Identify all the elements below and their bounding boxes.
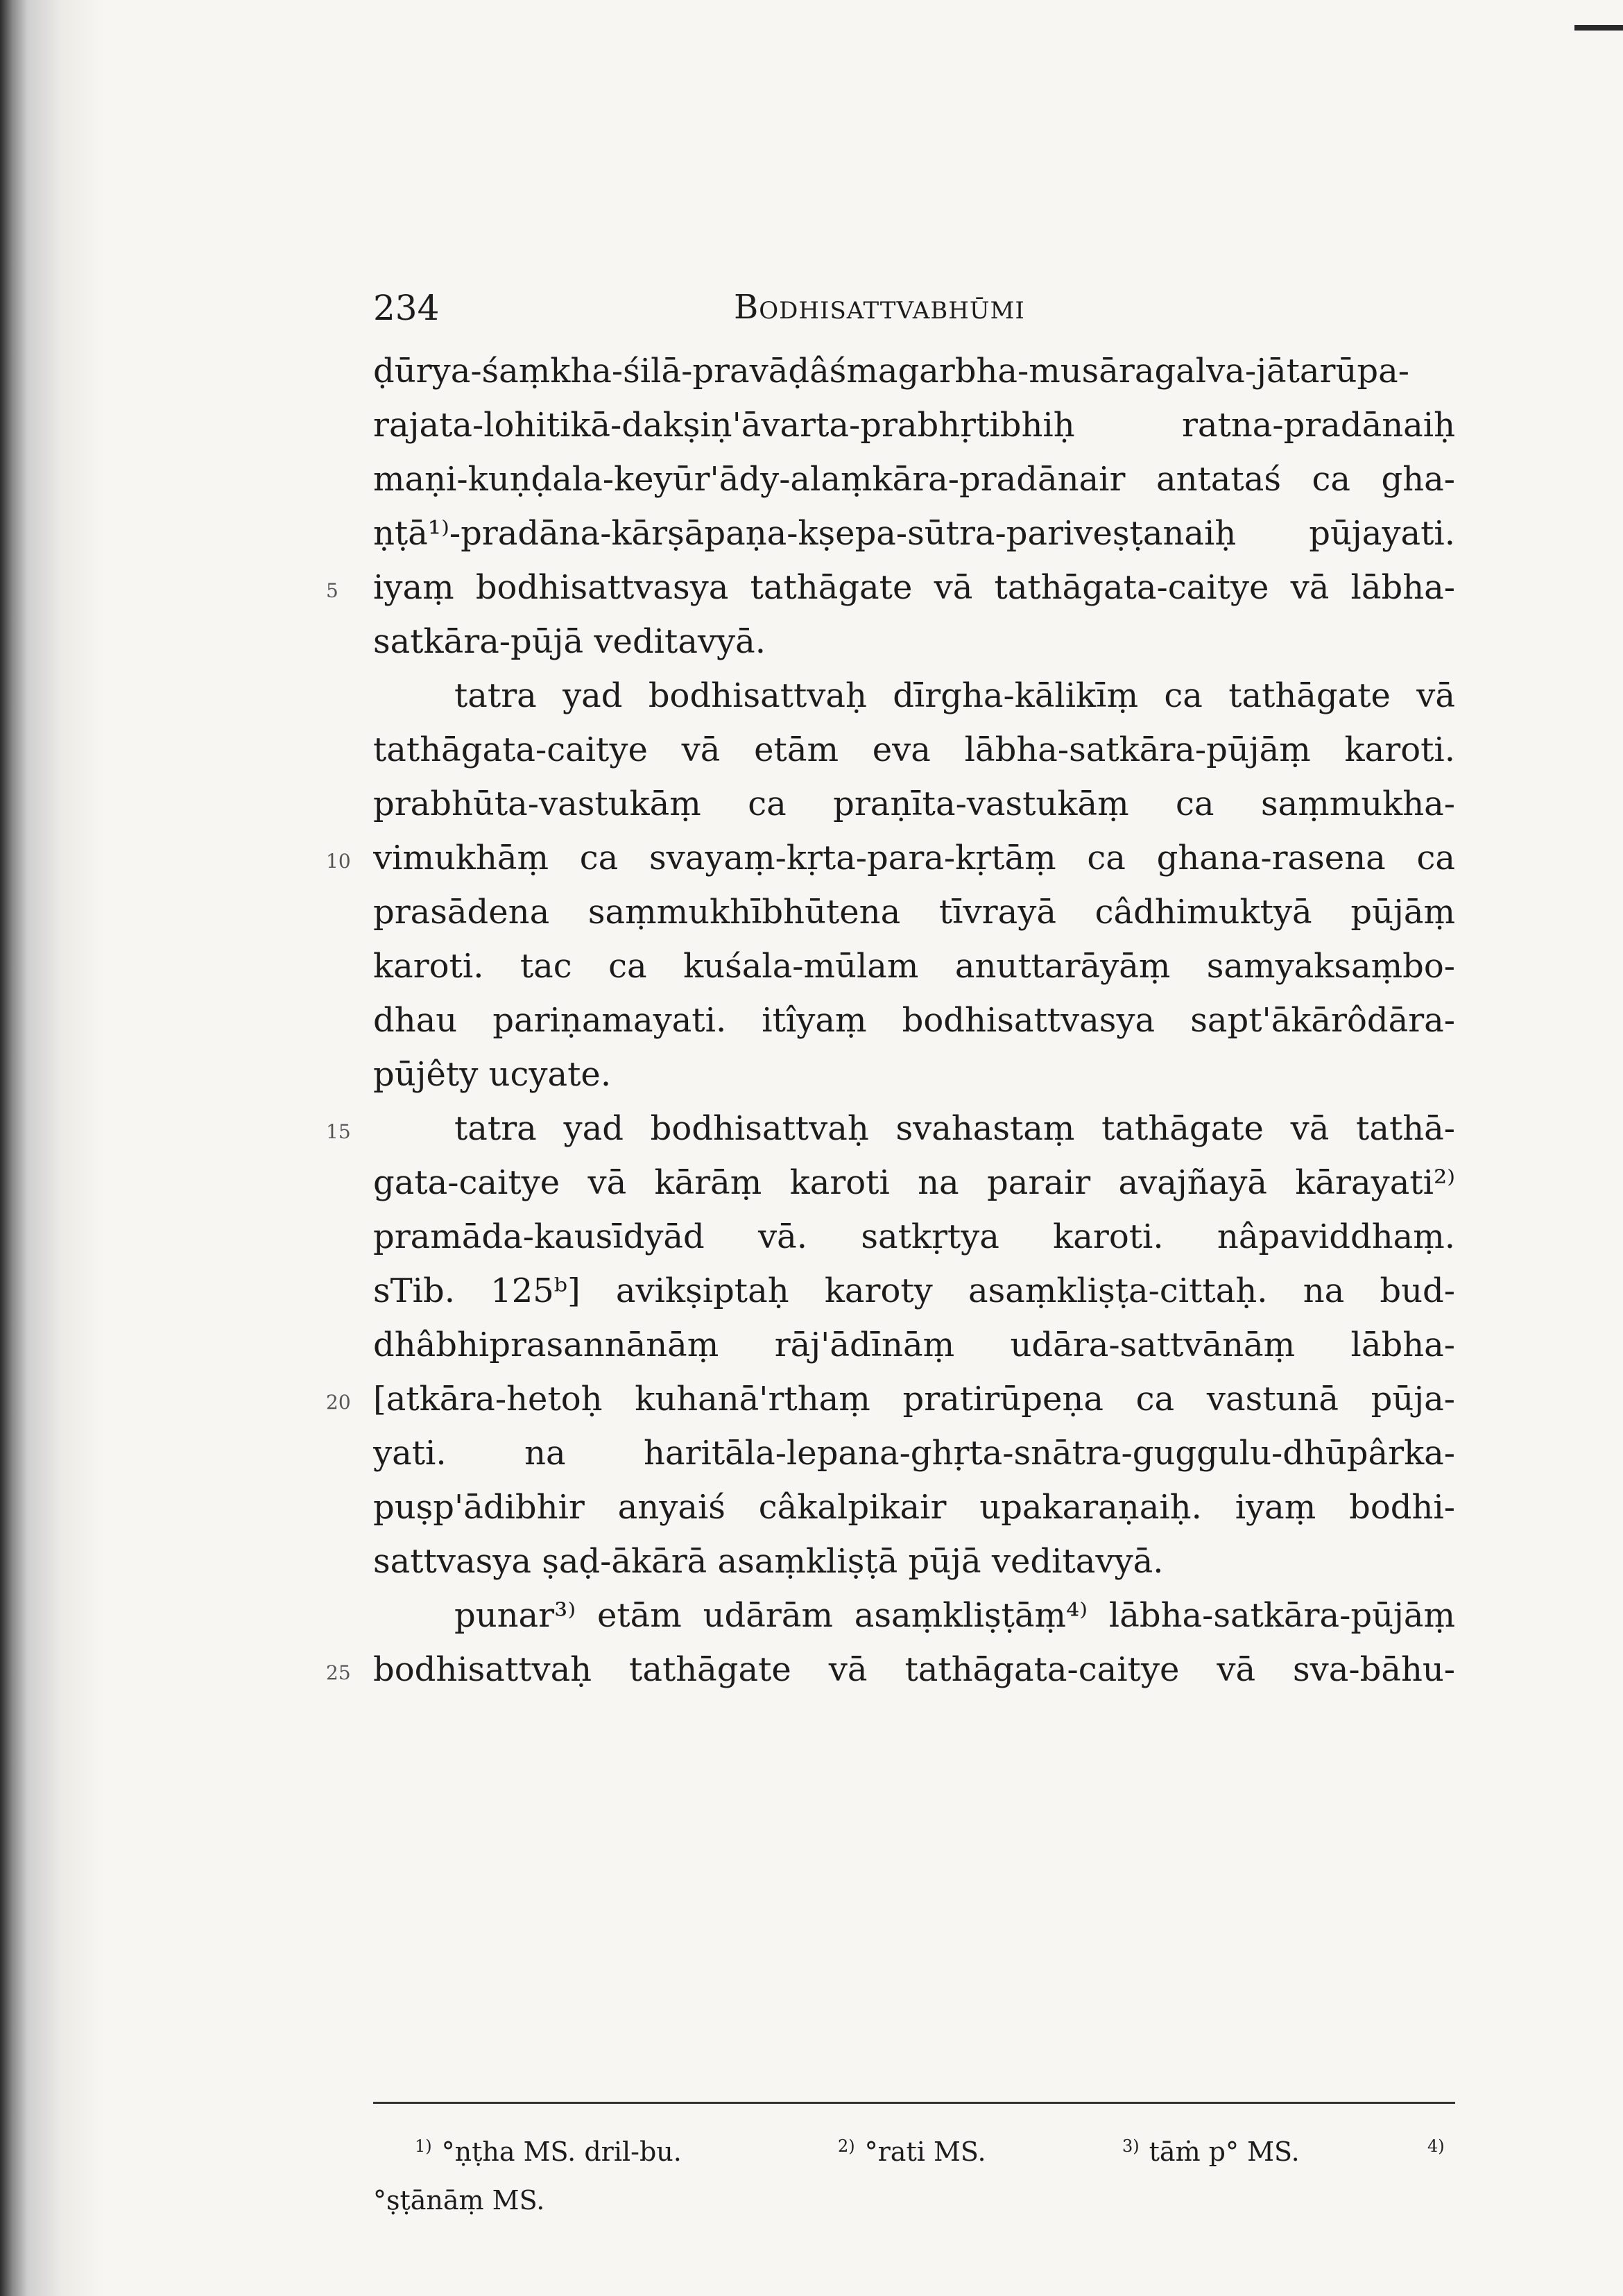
text-line: pūjêty ucyate. bbox=[373, 1055, 612, 1094]
text-line: tatra yad bodhisattvaḥ dīrgha-kālikīṃ ca tathāgate vā bbox=[454, 676, 1455, 715]
footnote-text: °ṇṭha MS. dril-bu. bbox=[441, 2136, 682, 2167]
text-line: prasādena saṃmukhībhūtena tīvrayā câdhimuktyā pūjāṃ bbox=[373, 893, 1455, 932]
line-number: 15 bbox=[326, 1120, 351, 1143]
text-line: prabhūta-vastukāṃ ca praṇīta-vastukāṃ ca saṃmukha- bbox=[373, 785, 1455, 823]
footnote-marker: 3) bbox=[1122, 2136, 1140, 2156]
line-number: 20 bbox=[326, 1391, 351, 1414]
text-line: rajata-lohitikā-dakṣiṇ'āvarta-prabhṛtibhiḥ ratna-pradānaiḥ bbox=[373, 406, 1455, 445]
footnote-divider bbox=[373, 2102, 1455, 2104]
line-number: 25 bbox=[326, 1661, 351, 1684]
footnote bbox=[415, 2136, 682, 2167]
text-line: bodhisattvaḥ tathāgate vā tathāgata-caitye vā sva-bāhu- bbox=[373, 1650, 1455, 1689]
text-line: sTib. 125ᵇ] avikṣiptaḥ karoty asaṃkliṣṭa-cittaḥ. na bud- bbox=[373, 1271, 1455, 1310]
text-line: dhâbhiprasannānāṃ rāj'ādīnāṃ udāra-sattvānāṃ lābha- bbox=[373, 1326, 1455, 1364]
text-line: gata-caitye vā kārāṃ karoti na parair avajñayā kārayati²⁾ bbox=[373, 1163, 1455, 1202]
footnote bbox=[838, 2136, 986, 2167]
book-title: Bodhisattvabhūmi bbox=[734, 288, 1025, 327]
text-line: iyaṃ bodhisattvasya tathāgate vā tathāgata-caitye vā lābha- bbox=[373, 568, 1455, 607]
text-line: maṇi-kuṇḍala-keyūr'ādy-alaṃkāra-pradānair antataś ca gha- bbox=[373, 460, 1455, 499]
text-line: dhau pariṇamayati. itîyaṃ bodhisattvasya sapt'ākārôdāra- bbox=[373, 1001, 1455, 1040]
text-line: ḍūrya-śaṃkha-śilā-pravāḍâśmagarbha-musāragalva-jātarūpa- bbox=[373, 352, 1409, 391]
footnote bbox=[1122, 2136, 1300, 2167]
corner-mark bbox=[1574, 25, 1623, 31]
page-binding-shadow bbox=[0, 0, 104, 2296]
line-number: 10 bbox=[326, 850, 351, 873]
text-line: tathāgata-caitye vā etām eva lābha-satkāra-pūjāṃ karoti. bbox=[373, 730, 1455, 769]
text-line: puṣp'ādibhir anyaiś câkalpikair upakaraṇaiḥ. iyaṃ bodhi- bbox=[373, 1488, 1455, 1527]
text-line: satkāra-pūjā veditavyā. bbox=[373, 622, 766, 661]
footnote-marker: 1) bbox=[415, 2136, 432, 2156]
footnote bbox=[1427, 2136, 1454, 2167]
footnote-text: °rati MS. bbox=[864, 2136, 986, 2167]
footnotes bbox=[373, 2136, 1455, 2178]
text-line: ṇṭā¹⁾-pradāna-kārṣāpaṇa-kṣepa-sūtra-pariveṣṭanaiḥ pūjayati. bbox=[373, 514, 1455, 553]
text-line: yati. na haritāla-lepana-ghṛta-snātra-guggulu-dhūpârka- bbox=[373, 1434, 1455, 1473]
footnote-text: tāṁ p° MS. bbox=[1149, 2136, 1300, 2167]
line-number: 5 bbox=[326, 579, 338, 602]
text-line: vimukhāṃ ca svayaṃ-kṛta-para-kṛtāṃ ca ghana-rasena ca bbox=[373, 839, 1455, 877]
text-line: sattvasya ṣaḍ-ākārā asaṃkliṣṭā pūjā veditavyā. bbox=[373, 1542, 1164, 1581]
running-head bbox=[373, 288, 1455, 336]
text-line: tatra yad bodhisattvaḥ svahastaṃ tathāgate vā tathā- bbox=[454, 1109, 1455, 1148]
text-line: punar³⁾ etām udārām asaṃkliṣṭāṃ⁴⁾ lābha-satkāra-pūjāṃ bbox=[454, 1596, 1455, 1635]
footnote-marker: 2) bbox=[838, 2136, 855, 2156]
footnote-marker: 4) bbox=[1427, 2136, 1445, 2156]
text-line: karoti. tac ca kuśala-mūlam anuttarāyāṃ samyaksaṃbo- bbox=[373, 947, 1455, 986]
footnote-continuation: °ṣṭānāṃ MS. bbox=[373, 2185, 545, 2216]
text-line: [atkāra-hetoḥ kuhanā'rthaṃ pratirūpeṇa ca vastunā pūja- bbox=[373, 1380, 1455, 1419]
text-line: pramāda-kausīdyād vā. satkṛtya karoti. nâpaviddhaṃ. bbox=[373, 1217, 1455, 1256]
page-number: 234 bbox=[373, 288, 440, 328]
